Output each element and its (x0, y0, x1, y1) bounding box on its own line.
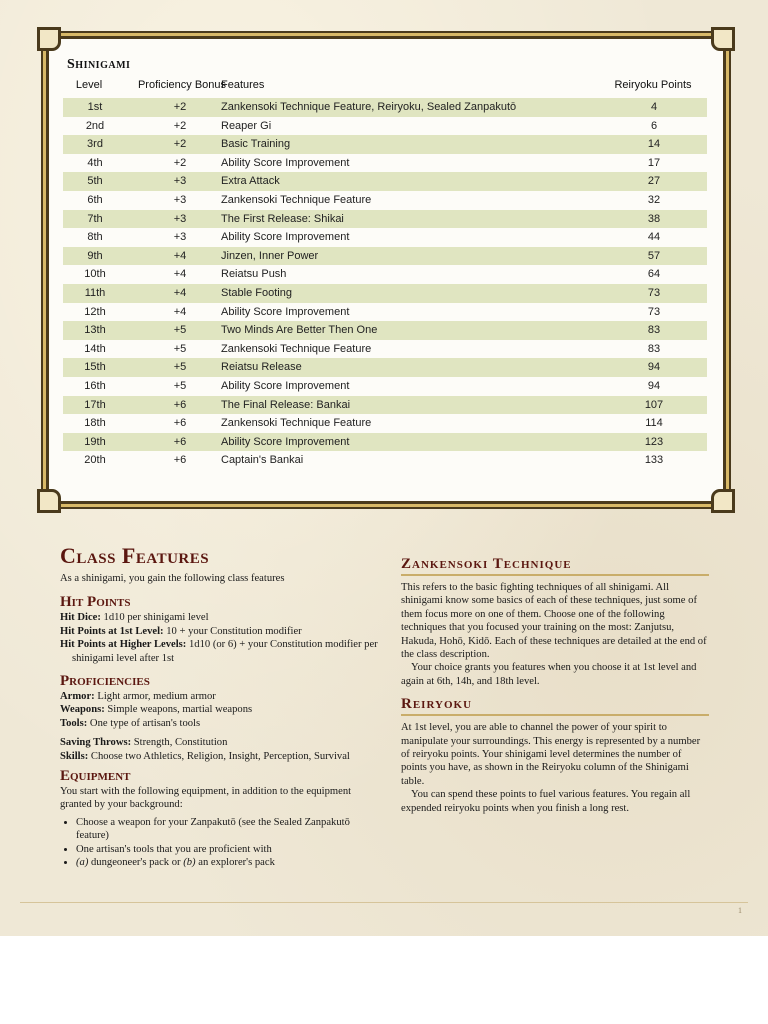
table-header (67, 79, 707, 97)
cell-reiryoku: 83 (647, 342, 661, 355)
page-number: 1 (738, 906, 742, 915)
cell-reiryoku: 32 (647, 194, 661, 206)
table-row (63, 191, 707, 210)
cell-level: 15th (84, 361, 106, 374)
frame-corner-ornament (37, 27, 61, 51)
cell-level: 5th (87, 175, 103, 188)
cell-level: 4th (87, 156, 103, 169)
class-features-heading: Class Features (60, 543, 210, 568)
table-title: Shinigami (67, 57, 131, 72)
cell-features: Two Minds Are Better Then One (221, 324, 378, 337)
hit-points-list (60, 611, 378, 665)
cell-level: 12th (84, 305, 106, 318)
cell-features: Ability Score Improvement (221, 305, 350, 318)
cell-reiryoku: 114 (645, 417, 663, 430)
cell-features: Ability Score Improvement (221, 435, 350, 448)
reiryoku-paragraph: At 1st level, you are able to channel the power of your spirit to manipulate your surroundings. This energy is represented by a number of reiryoku points. Your shinigami level determines the number of points you have, as shown in the Reiryoku column of the Shinigami table. (401, 722, 701, 787)
table-row (63, 433, 707, 452)
cell-reiryoku: 38 (647, 212, 661, 225)
header-reiryoku: Reiryoku Points (614, 79, 692, 91)
proficiency-line-label: Armor: (60, 691, 95, 703)
table-row (63, 451, 707, 470)
cell-level: 18th (84, 417, 106, 430)
cell-proficiency: +2 (173, 119, 187, 132)
cell-proficiency: +3 (173, 175, 187, 188)
cell-reiryoku: 107 (644, 398, 664, 411)
table-row (63, 154, 707, 173)
hit-point-line-label: Hit Dice: (60, 612, 101, 624)
table-row (63, 303, 707, 322)
cell-proficiency: +5 (173, 342, 187, 355)
proficiency-line (60, 717, 378, 730)
cell-reiryoku: 17 (647, 156, 661, 169)
hit-points-heading: Hit Points (60, 594, 131, 611)
proficiency-line-label: Weapons: (60, 704, 105, 716)
table-row (63, 414, 707, 433)
zankensoki-paragraph-2: Your choice grants you features when you choose it at 1st level and again at 6th, 14h, and 18th level. (401, 662, 697, 687)
frame-corner-ornament (711, 27, 735, 51)
proficiency-line-text: Simple weapons, martial weapons (104, 704, 253, 716)
cell-features: Stable Footing (221, 287, 292, 299)
cell-reiryoku: 14 (647, 138, 661, 151)
cell-level: 3rd (87, 138, 103, 151)
cell-reiryoku: 64 (647, 268, 661, 281)
proficiency-line (60, 690, 378, 703)
cell-reiryoku: 73 (647, 287, 661, 299)
cell-features: Reiatsu Push (221, 268, 287, 281)
table-row (63, 377, 707, 396)
cell-reiryoku: 94 (647, 380, 661, 392)
class-table-frame (46, 36, 726, 504)
equipment-item-text: dungeoneer's pack or (88, 857, 184, 869)
cell-reiryoku: 73 (647, 305, 661, 318)
cell-reiryoku: 83 (647, 324, 661, 337)
class-features-intro: As a shinigami, you gain the following class features (60, 573, 285, 584)
equipment-option-a: (a) (76, 857, 89, 869)
cell-features: Zankensoki Technique Feature (221, 342, 372, 355)
hit-point-line (60, 625, 378, 638)
cell-reiryoku: 133 (644, 454, 664, 467)
hit-point-line-text: 10 + your Constitution modifier (163, 625, 302, 637)
cell-reiryoku: 57 (647, 249, 661, 262)
save-skill-line-text: Choose two Athletics, Religion, Insight, Perception, Survival (88, 750, 350, 762)
cell-proficiency: +2 (173, 138, 187, 151)
reiryoku-heading: Reiryoku (401, 696, 709, 716)
hit-point-line (60, 638, 378, 665)
cell-level: 11th (84, 287, 106, 299)
cell-proficiency: +3 (173, 231, 187, 244)
cell-level: 20th (84, 454, 106, 467)
cell-features: Basic Training (221, 138, 291, 151)
cell-level: 16th (84, 380, 106, 392)
cell-features: Zankensoki Technique Feature, Reiryoku, Sealed Zanpakutō (221, 101, 517, 113)
header-proficiency: Proficiency Bonus (137, 79, 227, 91)
cell-reiryoku: 44 (647, 231, 661, 244)
equipment-item-text: One artisan's tools that you are proficient with (76, 843, 272, 855)
hit-point-line-text: 1d10 per shinigami level (100, 612, 209, 624)
proficiency-line-text: One type of artisan's tools (87, 717, 201, 729)
cell-features: The First Release: Shikai (221, 212, 344, 225)
cell-features: Reaper Gi (221, 119, 272, 132)
cell-features: Captain's Bankai (221, 454, 304, 467)
equipment-intro: You start with the following equipment, in addition to the equipment granted by your background: (60, 786, 352, 811)
proficiency-line-label: Tools: (60, 717, 88, 729)
cell-level: 6th (87, 194, 103, 206)
hit-point-line-text: 1d10 (or 6) + your Constitution modifier per shinigami level after 1st (72, 639, 378, 664)
cell-features: Extra Attack (221, 175, 280, 188)
cell-proficiency: +6 (173, 435, 187, 448)
proficiencies-list (60, 690, 378, 730)
cell-level: 8th (87, 231, 103, 244)
table-row (63, 321, 707, 340)
cell-proficiency: +2 (173, 101, 187, 113)
cell-reiryoku: 4 (650, 101, 658, 113)
table-row (63, 172, 707, 191)
table-row (63, 98, 707, 117)
cell-reiryoku: 6 (650, 119, 658, 132)
cell-features: Reiatsu Release (221, 361, 302, 374)
equipment-heading: Equipment (60, 768, 131, 785)
cell-proficiency: +6 (173, 417, 187, 430)
cell-reiryoku: 27 (647, 175, 661, 188)
table-row (63, 358, 707, 377)
equipment-option-b: (b) (183, 857, 196, 869)
table-row (63, 396, 707, 415)
cell-level: 1st (87, 101, 103, 113)
equipment-list (60, 816, 378, 870)
cell-level: 9th (87, 249, 103, 262)
equipment-item-text: Choose a weapon for your Zanpakutō (see the Sealed Zanpakutō feature) (76, 816, 350, 842)
save-skill-line-text: Strength, Constitution (131, 737, 228, 749)
zankensoki-paragraph: This refers to the basic fighting techniques of all shinigami. All shinigami know some basics of each of these techniques, just some of them focus more on one of them. Choose one of the following techniques that you focused your training on the most: Zanjutsu, Hakuda, Hohō, Kidō. Each of these techniques are detailed at the end of the class description. (401, 582, 707, 661)
cell-proficiency: +5 (173, 361, 187, 374)
cell-features: Ability Score Improvement (221, 156, 350, 169)
cell-level: 14th (84, 342, 106, 355)
table-row (63, 340, 707, 359)
save-skill-line (60, 736, 378, 749)
save-skill-line-label: Saving Throws: (60, 737, 132, 749)
proficiencies-heading: Proficiencies (60, 673, 150, 690)
equipment-item (76, 843, 378, 856)
cell-proficiency: +4 (173, 249, 187, 262)
cell-proficiency: +5 (173, 324, 187, 337)
cell-features: Ability Score Improvement (221, 380, 350, 392)
equipment-item (76, 816, 378, 843)
hit-point-line-label: Hit Points at Higher Levels: (60, 639, 187, 651)
frame-corner-ornament (37, 489, 61, 513)
left-column (60, 543, 378, 870)
cell-level: 19th (84, 435, 106, 448)
cell-reiryoku: 94 (647, 361, 661, 374)
saves-skills-list (60, 736, 378, 763)
cell-proficiency: +2 (173, 156, 187, 169)
reiryoku-paragraph-2: You can spend these points to fuel various features. You regain all expended reiryoku points when you finish a long rest. (401, 789, 691, 814)
header-features: Features (221, 79, 265, 91)
proficiency-line (60, 703, 378, 716)
table-row (63, 135, 707, 154)
cell-proficiency: +4 (173, 268, 187, 281)
footer-divider (20, 898, 748, 903)
cell-reiryoku: 123 (644, 435, 664, 448)
table-row (63, 265, 707, 284)
cell-features: Jinzen, Inner Power (221, 249, 319, 262)
table-row (63, 247, 707, 266)
cell-proficiency: +6 (173, 454, 187, 467)
cell-level: 2nd (85, 119, 105, 132)
cell-proficiency: +4 (173, 287, 187, 299)
table-row (63, 228, 707, 247)
equipment-item (76, 856, 378, 869)
cell-proficiency: +3 (173, 194, 187, 206)
cell-features: Zankensoki Technique Feature (221, 194, 372, 206)
cell-level: 7th (87, 212, 103, 225)
table-row (63, 117, 707, 136)
cell-proficiency: +5 (173, 380, 187, 392)
cell-proficiency: +6 (173, 398, 187, 411)
hit-point-line (60, 611, 378, 624)
cell-proficiency: +3 (173, 212, 187, 225)
cell-level: 13th (84, 324, 106, 337)
proficiency-line-text: Light armor, medium armor (94, 691, 216, 703)
frame-corner-ornament (711, 489, 735, 513)
cell-level: 17th (84, 398, 106, 411)
cell-proficiency: +4 (173, 305, 187, 318)
cell-features: Zankensoki Technique Feature (221, 417, 372, 430)
header-level: Level (75, 79, 103, 91)
hit-point-line-label: Hit Points at 1st Level: (60, 625, 164, 637)
table-row (63, 210, 707, 229)
save-skill-line (60, 750, 378, 763)
cell-level: 10th (84, 268, 106, 281)
cell-features: The Final Release: Bankai (221, 398, 351, 411)
equipment-item-text-end: an explorer's pack (195, 857, 275, 869)
right-column (401, 556, 709, 815)
table-row (63, 284, 707, 303)
zankensoki-heading: Zankensoki Technique (401, 556, 709, 576)
cell-features: Ability Score Improvement (221, 231, 350, 244)
save-skill-line-label: Skills: (60, 750, 89, 762)
